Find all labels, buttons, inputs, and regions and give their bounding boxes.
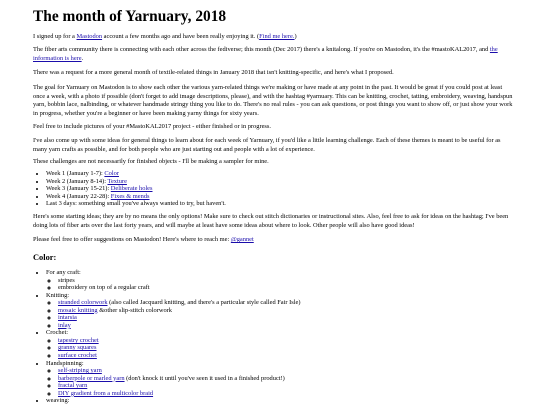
starting-ideas-paragraph: Here's some starting ideas; they are by no means the only options! Make sure to check out stitch dictionaries or instructional sites. Also, feel free to ask for ideas on the hashtag; I've been doing lots of fiber arts over the last forty years, and will maybe at least have some ideas about where to look. Other people will also have good ideas! bbox=[33, 213, 509, 229]
intarsia-link[interactable]: intarsia bbox=[58, 314, 77, 322]
list-item: ◦ barberpole or marled yarn (don't knock it until you've seen it used in a finished product!) bbox=[58, 375, 514, 383]
color-heading: Color: bbox=[33, 253, 57, 262]
fractal-yarn-link[interactable]: fractal yarn bbox=[58, 382, 88, 390]
list-item: • Week 4 (January 22-28): Fixes & mends bbox=[46, 193, 514, 201]
week-3-holes-link[interactable]: Deliberate holes bbox=[110, 185, 153, 193]
surface-crochet-link[interactable]: surface crochet bbox=[58, 352, 97, 360]
list-item bbox=[58, 352, 514, 360]
find-me-link[interactable]: Find me here. bbox=[259, 33, 295, 40]
diy-gradient-link[interactable]: DIY gradient from a multicolor braid bbox=[58, 389, 154, 397]
suggestions-paragraph: Please feel free to offer suggestions on Mastodon! Here's where to reach me: @gannet bbox=[33, 236, 254, 243]
list-item: ◦ stripes bbox=[58, 277, 514, 285]
page-title: The month of Yarnuary, 2018 bbox=[33, 8, 227, 25]
color-list bbox=[33, 269, 514, 405]
week-1-color-link[interactable]: Color bbox=[104, 170, 119, 177]
list-item: • Knitting: ◦ stranded colorwork (also called Jacquard knitting, and there's a particular style called Fair Isle) ◦ mosaic knitting &other slip-stitch colorwork ◦ intarsia ◦ inlay bbox=[46, 292, 514, 330]
list-item bbox=[58, 337, 514, 345]
week-2-texture-link[interactable]: Texture bbox=[107, 177, 127, 185]
mastokal-paragraph: Feel free to include pictures of your #MastoKAL2017 project - either finished or in progress. bbox=[33, 123, 271, 130]
list-item: ◦ embroidery on top of a regular craft bbox=[58, 284, 514, 292]
list-item: • Week 1 (January 1-7): Color bbox=[46, 170, 514, 178]
list-item: ◦ mosaic knitting &other slip-stitch colorwork bbox=[58, 307, 514, 315]
information-link[interactable]: the information is here bbox=[33, 46, 498, 62]
list-item: • Last 3 days: something small you've always wanted to try, but haven't. bbox=[46, 200, 514, 208]
list-item: • Week 3 (January 15-21): Deliberate holes bbox=[46, 185, 514, 193]
stranded-colorwork-link[interactable]: stranded colorwork bbox=[58, 299, 108, 307]
list-item bbox=[58, 390, 514, 398]
list-item: • Crochet: ◦ tapestry crochet ◦ granny squares ◦ surface crochet bbox=[46, 329, 514, 359]
list-item: • For any craft: ◦ stripes ◦ embroidery on top of a regular craft bbox=[46, 269, 514, 292]
challenges-paragraph: These challenges are not necessarily for finished objects - I'll be making a sampler for mine. bbox=[33, 158, 269, 165]
tapestry-crochet-link[interactable]: tapestry crochet bbox=[58, 336, 99, 344]
ideas-paragraph: I've also come up with some ideas for general things to learn about for each week of Yarnuary, if you'd like a little learning challenge. Each of these themes is meant to be useful for as many yarn crafts as possible, and for both people who are just starting out and people with a lot of experience. bbox=[33, 137, 501, 153]
week-4-mends-link[interactable]: Fixes & mends bbox=[110, 192, 150, 200]
mastodon-link[interactable]: Mastodon bbox=[76, 33, 103, 40]
mosaic-knitting-link[interactable]: mosaic knitting bbox=[58, 306, 98, 314]
goal-paragraph: The goal for Yarnuary on Mastodon is to show each other the various yarn-related things we're making or have made at any point in the past. It would be great if you could post at least once a week, with a photo if possible (don't forget to add image descriptions, please), and with the hashtag #yarnuary. This can be knitting, crochet, tatting, embroidery, weaving, handspun yarn, bobbin lace, nalbinding, or whatever handmade stringy thing you like to do. There's no real rules - you can ask questions, or post things you want to show off, or just show your work in progress, whether you're a beginner or have been making yarny things for sixty years. bbox=[33, 84, 513, 117]
self-striping-yarn-link[interactable]: self-striping yarn bbox=[58, 367, 102, 375]
list-item: ◦ stranded colorwork (also called Jacquard knitting, and there's a particular style called Fair Isle) bbox=[58, 299, 514, 307]
list-item: • Week 2 (January 8-14): Texture bbox=[46, 178, 514, 186]
list-item bbox=[58, 322, 514, 330]
request-paragraph: There was a request for a more general month of textile-related things in January 2018 that isn't knitting-specific, and here's what I proposed. bbox=[33, 69, 394, 76]
list-item: • Handspinning: ◦ self-striping yarn ◦ barberpole or marled yarn (don't knock it until you've seen it used in a finished product!) ◦ fractal yarn ◦ DIY gradient from a multicolor braid bbox=[46, 360, 514, 398]
list-item bbox=[58, 314, 514, 322]
gannet-link[interactable]: @gannet bbox=[230, 236, 254, 243]
intro-paragraph: I signed up for a Mastodon account a few months ago and have been really enjoying it. (Find me here.) bbox=[33, 33, 297, 40]
list-item bbox=[58, 382, 514, 390]
list-item: • weaving: bbox=[46, 397, 514, 405]
list-item bbox=[58, 344, 514, 352]
fiber-arts-paragraph: The fiber arts community there is connecting with each other across the fediverse; this month (Dec 2017) there's a knitalong. If you're on Mastodon, it's the #mastoKAL2017, and the information is here. bbox=[33, 46, 498, 62]
weeks-list bbox=[33, 170, 514, 208]
barberpole-yarn-link[interactable]: barberpole or marled yarn bbox=[58, 374, 125, 382]
granny-squares-link[interactable]: granny squares bbox=[58, 344, 97, 352]
list-item bbox=[58, 367, 514, 375]
inlay-link[interactable]: inlay bbox=[58, 321, 71, 329]
